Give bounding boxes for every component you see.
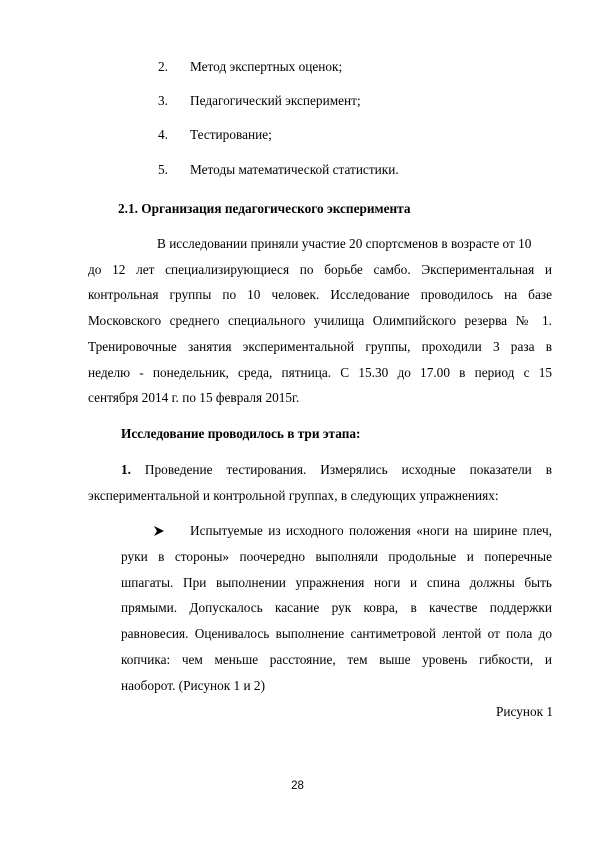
bullet-line: прямыми. Допускалось касание рук ковра, в качестве поддержки	[121, 600, 552, 615]
list-item-text: Методы математической статистики.	[190, 162, 399, 177]
bullet-line: Испытуемые из исходного положения «ноги на ширине плеч,	[190, 523, 552, 538]
list-item-number: 5.	[158, 162, 168, 177]
list-item-text: Тестирование;	[190, 127, 272, 142]
paragraph-line: контрольная группы по 10 человек. Исследование проводилось на базе	[88, 287, 552, 302]
list-item-number: 4.	[158, 127, 168, 142]
stages-heading: Исследование проводилось в три этапа:	[121, 426, 361, 441]
arrow-bullet-icon	[152, 524, 166, 538]
stage-line: экспериментальной и контрольной группах, в следующих упражнениях:	[88, 488, 499, 503]
bullet-line: равновесия. Оценивалось выполнение сантиметровой лентой от пола до	[121, 626, 552, 641]
paragraph-line: сентября 2014 г. по 15 февраля 2015г.	[88, 390, 300, 405]
section-heading: 2.1. Организация педагогического эксперимента	[118, 201, 411, 216]
paragraph-line: неделю - понедельник, среда, пятница. С 15.30 до 17.00 в период с 15	[88, 365, 552, 380]
paragraph-line: В исследовании приняли участие 20 спортсменов в возрасте от 10	[157, 236, 532, 251]
stage-number: 1.	[121, 462, 131, 477]
bullet-line: наоборот. (Рисунок 1 и 2)	[121, 678, 266, 693]
paragraph-line: до 12 лет специализирующиеся по борьбе самбо. Экспериментальная и	[88, 262, 552, 277]
paragraph-line: Тренировочные занятия экспериментальной группы, проходили 3 раза в	[88, 339, 552, 354]
page-number: 28	[291, 780, 304, 792]
stage-line	[121, 461, 552, 479]
bullet-line: шпагаты. При выполнении упражнения ноги и спина должны быть	[121, 575, 552, 590]
stage-text: Проведение тестирования. Измерялись исходные показатели в	[130, 462, 552, 477]
bullet-line: копчика: чем меньше расстояние, тем выше уровень гибкости, и	[121, 652, 552, 667]
figure-caption: Рисунок 1	[496, 704, 554, 719]
list-item-number: 2.	[158, 59, 168, 74]
list-item-number: 3.	[158, 93, 168, 108]
bullet-line: руки в стороны» поочередно выполняли продольные и поперечные	[121, 549, 552, 564]
list-item-text: Метод экспертных оценок;	[190, 59, 343, 74]
list-item-text: Педагогический эксперимент;	[190, 93, 361, 108]
paragraph-line: Московского среднего специального училища Олимпийского резерва № 1.	[88, 313, 552, 328]
